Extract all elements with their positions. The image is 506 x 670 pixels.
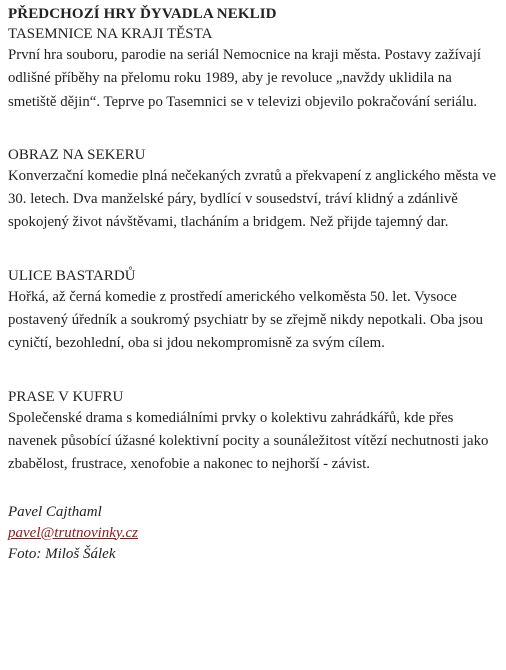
section-text: Společenské drama s komediálními prvky o kolektivu zahrádkářů, kde přes navenek působící úžasné kolektivní pocity a sounáležitost vítězí nechutnosti jako zbabělost, frustrace, xenofobie a nakonec to nejhorší - závist. <box>8 409 489 473</box>
section-obraz <box>8 145 498 235</box>
section-ulice <box>8 266 498 356</box>
author-name: Pavel Cajthaml <box>8 503 102 520</box>
section-title: PRASE V KUFRU <box>8 388 124 405</box>
section-tasemnice <box>8 24 498 114</box>
section-title: TASEMNICE NA KRAJI TĚSTA <box>8 26 213 42</box>
section-text: První hra souboru, parodie na seriál Nemocnice na kraji města. Postavy zažívají odlišné příběhy na přelomu roku 1989, aby je revoluce „navždy uklidila na smetiště dějin“. Teprve po Tasemnici se v televizi objevilo pokračování seriálu. <box>8 47 481 110</box>
photo-credit: Foto: Miloš Šálek <box>8 545 116 562</box>
article-heading: PŘEDCHOZÍ HRY ĎYVADLA NEKLID <box>8 6 277 22</box>
section-title: ULICE BASTARDŮ <box>8 267 136 284</box>
section-text: Konverzační komedie plná nečekaných zvratů a překvapení z anglického města ve 30. letech. Dva manželské páry, bydlící v sousedství, tráví klidný a zdánlivě spokojený život návštěvami, tlacháním a bridgem. Než přijde tajemný dar. <box>8 167 497 231</box>
section-text: Hořká, až černá komedie z prostředí amerického velkoměsta 50. let. Vysoce postavený úředník a soukromý psychiatr by se zřejmě nikdy nepotkali. Oba jsou cyničtí, bezohlední, oba si jdou nekompromisně za svým cílem. <box>8 288 484 352</box>
author-email-link[interactable]: pavel@trutnovinky.cz <box>8 524 139 541</box>
section-title: OBRAZ NA SEKERU <box>8 146 146 163</box>
section-prase <box>8 387 498 477</box>
signature <box>8 502 498 565</box>
